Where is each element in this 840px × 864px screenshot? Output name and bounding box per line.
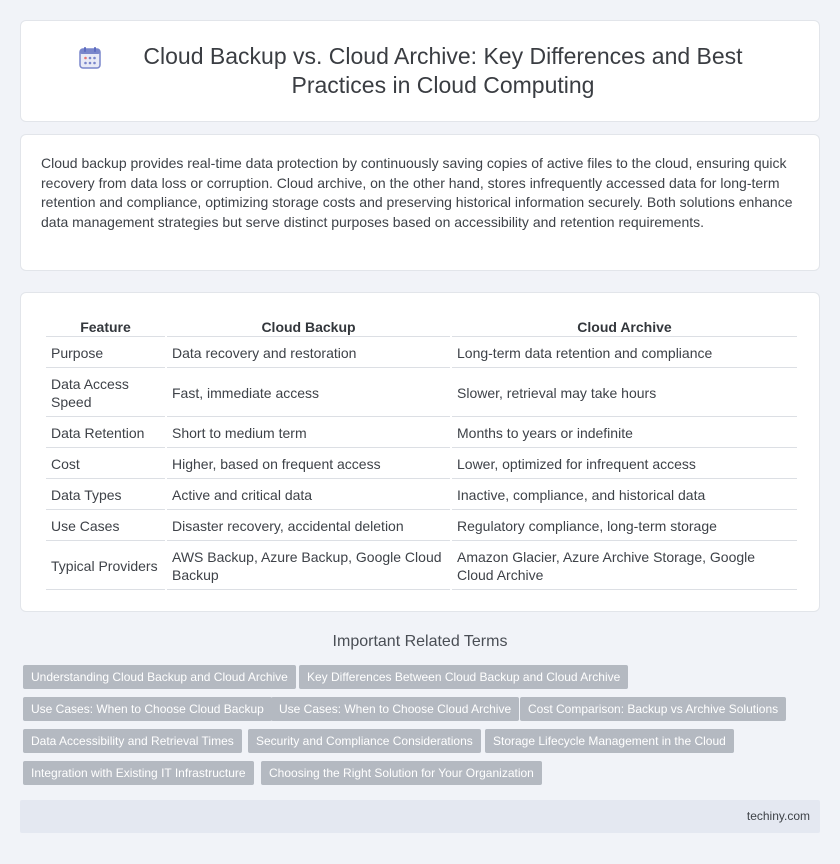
cell-archive: Regulatory compliance, long-term storage xyxy=(452,512,797,541)
title-card xyxy=(20,20,820,122)
cell-feature: Data Retention xyxy=(46,419,165,448)
table-header-row xyxy=(46,317,797,337)
cell-backup: AWS Backup, Azure Backup, Google Cloud Backup xyxy=(167,543,450,590)
cell-backup: Data recovery and restoration xyxy=(167,339,450,368)
related-term-tag[interactable]: Use Cases: When to Choose Cloud Backup xyxy=(23,697,272,721)
cell-feature: Typical Providers xyxy=(46,543,165,590)
table-row xyxy=(46,450,797,479)
related-term-tag[interactable]: Understanding Cloud Backup and Cloud Archive xyxy=(23,665,296,689)
table-row xyxy=(46,512,797,541)
cell-feature: Use Cases xyxy=(46,512,165,541)
cell-backup: Higher, based on frequent access xyxy=(167,450,450,479)
cell-feature: Data Types xyxy=(46,481,165,510)
related-term-tag[interactable]: Storage Lifecycle Management in the Cloud xyxy=(485,729,734,753)
table-row xyxy=(46,481,797,510)
related-term-tag[interactable]: Key Differences Between Cloud Backup and Cloud Archive xyxy=(299,665,628,689)
header-feature: Feature xyxy=(46,317,165,337)
table-row xyxy=(46,419,797,448)
cell-backup: Fast, immediate access xyxy=(167,370,450,417)
table-row xyxy=(46,370,797,417)
cell-archive: Months to years or indefinite xyxy=(452,419,797,448)
comparison-table xyxy=(44,315,799,592)
title-wrap xyxy=(60,42,780,100)
related-term-tag[interactable]: Data Accessibility and Retrieval Times xyxy=(23,729,242,753)
related-term-tag[interactable]: Security and Compliance Considerations xyxy=(248,729,481,753)
footer xyxy=(20,800,820,833)
comparison-card xyxy=(20,292,820,612)
related-terms-heading: Important Related Terms xyxy=(332,633,508,650)
header-cloud-backup: Cloud Backup xyxy=(167,317,450,337)
cell-feature: Data Access Speed xyxy=(46,370,165,417)
table-row xyxy=(46,543,797,590)
related-term-tag[interactable]: Cost Comparison: Backup vs Archive Solutions xyxy=(520,697,786,721)
cell-backup: Active and critical data xyxy=(167,481,450,510)
related-term-tag[interactable]: Integration with Existing IT Infrastructure xyxy=(23,761,254,785)
related-term-tag[interactable]: Choosing the Right Solution for Your Organization xyxy=(261,761,542,785)
header-cloud-archive: Cloud Archive xyxy=(452,317,797,337)
related-term-tag[interactable]: Use Cases: When to Choose Cloud Archive xyxy=(271,697,519,721)
cell-backup: Short to medium term xyxy=(167,419,450,448)
cell-feature: Purpose xyxy=(46,339,165,368)
cell-archive: Slower, retrieval may take hours xyxy=(452,370,797,417)
cell-archive: Inactive, compliance, and historical data xyxy=(452,481,797,510)
cell-feature: Cost xyxy=(46,450,165,479)
intro-card xyxy=(20,134,820,271)
calendar-icon xyxy=(77,45,103,71)
cell-archive: Long-term data retention and compliance xyxy=(452,339,797,368)
cell-archive: Amazon Glacier, Azure Archive Storage, Google Cloud Archive xyxy=(452,543,797,590)
table-row xyxy=(46,339,797,368)
cell-archive: Lower, optimized for infrequent access xyxy=(452,450,797,479)
cell-backup: Disaster recovery, accidental deletion xyxy=(167,512,450,541)
footer-brand[interactable]: techiny.com xyxy=(746,809,810,823)
page-title: Cloud Backup vs. Cloud Archive: Key Differences and Best Practices in Cloud Computing xyxy=(143,43,743,98)
intro-paragraph: Cloud backup provides real-time data protection by continuously saving copies of active files to the cloud, ensuring quick recovery from data loss or corruption. Cloud archive, on the other hand, stores infrequently accessed data for long-term retention and compliance, optimizing storage costs and preserving historical information securely. Both solutions enhance data management strategies but serve distinct purposes based on accessibility and retention requirements. xyxy=(41,155,793,230)
